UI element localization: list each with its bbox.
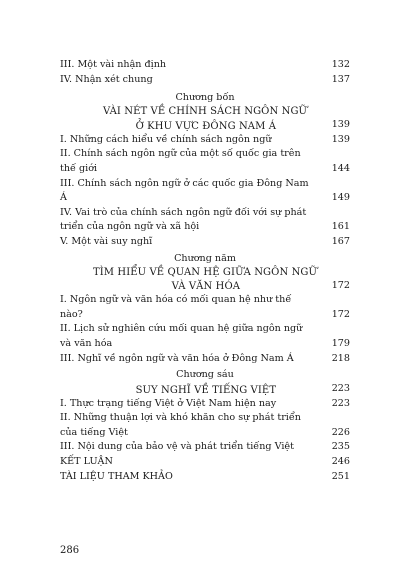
page-number: 286 — [60, 545, 80, 556]
toc-entry-page: 161 — [331, 221, 350, 233]
chapter-label: Chương năm — [174, 252, 236, 264]
toc-entry-page: 223 — [331, 397, 350, 409]
toc-entry-title: III. Chính sách ngôn ngữ ở các quốc gia Đông Nam Á — [60, 177, 309, 204]
toc-entry-title: II. Chính sách ngôn ngữ của một số quốc gia trên thế giới — [60, 148, 301, 174]
chapter-label: Chương sáu — [176, 369, 234, 381]
toc-entry-page: 226 — [331, 426, 350, 438]
toc-entry — [60, 293, 350, 322]
toc-entry-page: 246 — [331, 456, 350, 468]
toc-entry-title: II. Lịch sử nghiên cứu mối quan hệ giữa ngôn ngữ và văn hóa — [60, 323, 303, 349]
toc-entry-page: 251 — [331, 470, 350, 482]
toc-entry-page: 167 — [331, 235, 350, 247]
toc-entry — [60, 322, 350, 351]
table-of-contents — [60, 58, 350, 484]
toc-entry — [60, 235, 350, 250]
toc-entry-page: 137 — [331, 73, 350, 85]
toc-entry-title: TÀI LIỆU THAM KHẢO — [60, 470, 173, 482]
chapter-title: SUY NGHĨ VỀ TIẾNG VIỆT — [135, 384, 277, 396]
toc-entry-page: 179 — [331, 337, 350, 349]
toc-entry-page: 235 — [331, 441, 350, 453]
toc-entry-page: 149 — [331, 192, 350, 204]
toc-entry — [60, 147, 350, 176]
toc-entry — [60, 397, 350, 412]
chapter-label: Chương bốn — [175, 92, 235, 104]
toc-entry — [60, 411, 350, 440]
chapter-title: Ở KHU VỰC ĐÔNG NAM Á — [135, 120, 277, 132]
toc-entry-title: I. Thực trạng tiếng Việt ở Việt Nam hiện nay — [60, 397, 277, 409]
toc-entry — [60, 73, 350, 88]
toc-entry — [60, 58, 350, 73]
toc-entry — [60, 440, 350, 455]
toc-entry-page: 132 — [331, 59, 350, 70]
toc-entry-page: 139 — [331, 133, 350, 145]
toc-entry-title: III. Nội dung của bảo vệ và phát triển tiếng Việt — [60, 441, 294, 453]
chapter-title: TÌM HIỂU VỀ QUAN HỆ GIỮA NGÔN NGỮ — [92, 266, 318, 278]
chapter-page: 139 — [331, 119, 350, 131]
toc-entry-page: 172 — [331, 308, 350, 320]
toc-entry-title: III. Nghĩ về ngôn ngữ và văn hóa ở Đông Nam Á — [60, 352, 294, 364]
chapter-page: 223 — [331, 383, 350, 395]
toc-entry-title: KẾT LUẬN — [60, 456, 113, 468]
toc-entry — [60, 470, 350, 485]
toc-entry-title: IV. Nhận xét chung — [60, 73, 153, 85]
chapter-title-row — [60, 382, 350, 397]
toc-entry — [60, 206, 350, 235]
toc-entry — [60, 455, 350, 470]
chapter-title: VÀI NÉT VỀ CHÍNH SÁCH NGÔN NGỮ — [102, 106, 308, 118]
chapter-title-row — [60, 118, 350, 133]
toc-entry-page: 218 — [331, 352, 350, 364]
toc-entry-page: 144 — [331, 162, 350, 174]
chapter-title-row — [60, 279, 350, 294]
toc-entry-title: III. Một vài nhận định — [60, 59, 167, 70]
toc-entry-title: I. Những cách hiểu về chính sách ngôn ngữ — [60, 133, 272, 145]
toc-entry-title: V. Một vài suy nghĩ — [60, 235, 153, 247]
toc-entry-title: IV. Vai trò của chính sách ngôn ngữ đối với sự phát triển của ngôn ngữ và xã hội — [60, 206, 307, 233]
toc-entry — [60, 352, 350, 367]
toc-entry-title: II. Những thuận lợi và khó khăn cho sự phát triển của tiếng Việt — [60, 412, 301, 438]
toc-entry — [60, 177, 350, 206]
chapter-title: VÀ VĂN HÓA — [171, 281, 241, 293]
toc-entry — [60, 133, 350, 148]
toc-entry-title: I. Ngôn ngữ và văn hóa có mối quan hệ như thế nào? — [60, 294, 292, 320]
chapter-page: 172 — [331, 279, 350, 291]
